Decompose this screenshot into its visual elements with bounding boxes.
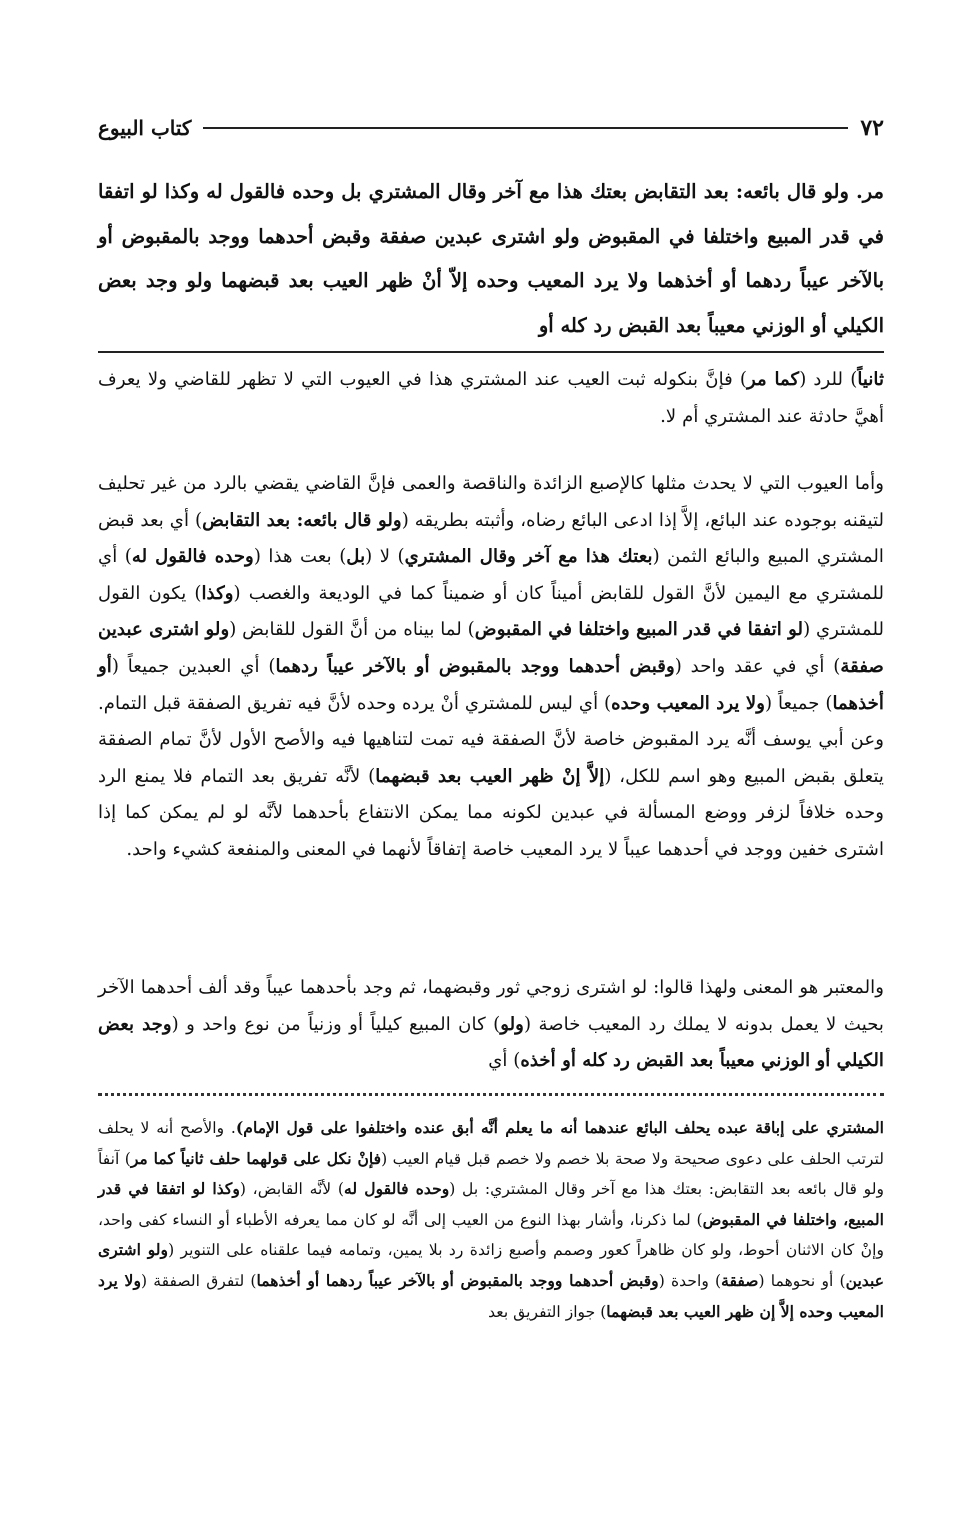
text-segment: ) لتفرق الصفقة ( [140, 1271, 257, 1290]
bold-quoted-segment: فإنْ نكل على قولهما حلف ثانياً كما مر [130, 1148, 382, 1168]
bold-quoted-segment: المشتري على إباقة عبده يحلف البائع عندهما أنه ما يعلم أنَّه أبق عنده واختلفوا على قول الإمام) [235, 1118, 885, 1137]
footnote-separator [98, 1093, 884, 1096]
text-segment: ) كان المبيع كيلياً أو وزنياً من نوع واحد و ( [171, 1013, 501, 1035]
text-segment: ) لأنَّه القابض، ( [239, 1180, 344, 1199]
text-segment: ) آنفاً ولو قال بائعه بعد التقابض: بعتك هذا مع آخر وقال المشتري: بل ( [98, 1149, 884, 1199]
bold-quoted-segment: ولا يرد المعيب وحده [611, 692, 765, 714]
commentary-paragraph-2 [98, 466, 884, 869]
commentary-paragraph-3 [98, 970, 884, 1080]
bold-quoted-segment: إلاَّ إنْ ظهر العيب بعد قبضهما [375, 765, 605, 787]
bold-quoted-segment: صفقة [721, 1270, 759, 1290]
bold-quoted-segment: وكذا لو اتفقا في قدر المبيع، واختلفا في المقبوض [98, 1179, 884, 1229]
commentary-paragraph-1 [98, 362, 884, 435]
text-segment: وأما العيوب التي لا يحدث مثلها كالإصبع الزائدة والناقصة والعمى فإنَّ القاضي يقضي بالرد من غير تحليف لتيقنه بوجوده عند البائع، إلاَّ إذا ادعى البائع رضاه، وأثبته بطريقه ( [98, 473, 885, 531]
text-segment: ) أي العبدين جميعاً ( [111, 655, 276, 677]
text-segment: ) لا ( [365, 546, 405, 568]
bold-quoted-segment: بعتك هذا مع آخر وقال المشتري [404, 546, 653, 568]
bold-quoted-segment: وكذا [201, 582, 234, 604]
gloss-text [98, 1113, 884, 1327]
main-text-separator [98, 351, 884, 353]
commentary-text-1 [98, 362, 884, 435]
text-segment: ) واحدة ( [658, 1271, 722, 1290]
text-segment: ) لما بيناه من أنَّ القول للقابض ( [229, 619, 475, 641]
bold-quoted-segment: لو اتفقا في قدر المبيع واختلفا في المقبوض [474, 619, 804, 641]
text-segment: ) جواز التفريق بعد [488, 1302, 607, 1321]
text-segment: . والأصح أنه لا يحلف لترتب الحلف على دعوى صحيحة ولا صحة بلا خصم ولا خصم قبل قيام العيب ( [98, 1119, 884, 1168]
text-segment: ) أي [488, 1050, 521, 1072]
text-segment: ) جميعاً ( [765, 692, 833, 714]
text-segment: ) أي للمشتري مع اليمين لأنَّ القول للقابض أميناً كان أو ضميناً كما في الوديعة والغصب ( [98, 546, 885, 604]
bold-quoted-segment: ثانياً [857, 369, 885, 390]
bold-quoted-segment: وقبض أحدهما ووجد بالمقبوض أو بالآخر عيباً ردهما [275, 655, 675, 677]
bold-quoted-segment: ولو قال بائعه: بعد التقابض [202, 509, 402, 531]
main-text-block: مر. ولو قال بائعه: بعد التقابض بعتك هذا مع آخر وقال المشتري بل وحده فالقول له وكذا لو اتفقا في قدر المبيع واختلفا في المقبوض ولو اشترى عبدين صفقة وقبض أحدهما ووجد بالمقبوض أو بالآخر عيباً ردهما أو أخذهما ولا يرد المعيب وحده إلاّ أنْ ظهر العيب بعد قبضهما ولو وجد بعض الكيلي أو الوزني معيباً بعد القبض رد كله أو [98, 180, 884, 337]
bold-quoted-segment: ولا يرد المعيب وحده إلاَّ إن ظهر العيب بعد قبضهما [98, 1270, 884, 1321]
bold-quoted-segment: وحده فالقول له [344, 1179, 450, 1199]
bold-quoted-segment: وجد بعض الكيلي أو الوزني معيباً بعد القبض رد كله أو أخذه [98, 1013, 884, 1072]
text-segment: والمعتبر هو المعنى ولهذا قالوا: لو اشترى زوجي ثور وقبضهما، ثم وجد بأحدهما عيباً وقد ألف أحدهما الآخر بحيث لا يعمل بدونه لا يملك رد المعيب خاصة ( [98, 977, 884, 1035]
text-segment: ) أو نحوهما ( [758, 1271, 846, 1290]
bold-quoted-segment: وقبض أحدهما ووجد بالمقبوض أو بالآخر عيباً ردهما أو أخذهما [256, 1270, 659, 1290]
text-segment: ) لأنَّه تفريق بعد التمام فلا يمنع الرد وحده خلافاً لزفر ووضع المسألة في عبدين لكونه مما يمكن الانتفاع بأحدهما لأنَّه لو لم يمكن كما إذا اشترى خفين ووجد في أحدهما عيباً لا يرد المعيب خاصة إتفاقاً لأنهما في المعنى والمنفعة كشيء واحد. [98, 765, 884, 860]
text-segment: ) أي بعد قبض المشتري المبيع والبائع الثمن ( [98, 509, 884, 568]
text-segment: ) أي ليس للمشتري أنْ يرده وحده لأنَّ فيه تفريق الصفقة قبل التمام. وعن أبي يوسف أنَّه يرد المقبوض خاصة لأنَّ الصفقة فيه تمت لتناهيها فيه والأصح الأول لأنَّ تمام الصفقة يتعلق بقبض المبيع وهو اسم للكل، ( [98, 692, 884, 787]
running-title: كتاب البيوع [98, 116, 192, 140]
commentary-text-2 [98, 466, 884, 869]
page-header [98, 108, 884, 148]
bold-quoted-segment: ولو اشترى عبدين صفقة [98, 619, 884, 677]
bold-quoted-segment: كما مر [747, 369, 800, 390]
bold-quoted-segment: وحده فالقول له [131, 546, 254, 568]
commentary-text-3 [98, 970, 884, 1080]
text-segment: ) بعت هذا ( [253, 546, 347, 568]
bold-quoted-segment: ولو اشترى عبدين [98, 1240, 884, 1290]
page-number: ٧٢ [860, 115, 884, 141]
bold-quoted-segment: ولو [500, 1013, 524, 1035]
text-segment: ) فإنَّ بنكوله ثبت العيب عند المشتري هذا في العيوب التي لا تظهر للقاضي ولا يعرف أهيَّ حادثة عند المشتري أم لا. [98, 369, 884, 427]
text-segment: ) لما ذكرنا، وأشار بهذا النوع من العيب إلى أنَّه لو كان مما يعرفه الأطباء أو النساء كفى واحد، وإنْ كان الاثنان أحوط، ولو كان ظاهراً كعور وصمم وأصبع زائدة رد بلا يمين، وتمامه فيما علقناه على التنوير ( [98, 1210, 884, 1260]
marginal-gloss-block [98, 1113, 884, 1327]
header-rule [203, 127, 848, 129]
text-segment: ) يكون القول للمشتري ( [98, 582, 885, 641]
bold-quoted-segment: بل [346, 546, 366, 568]
text-segment: ) أي في عقد واحد ( [674, 655, 841, 677]
text-segment: ) للرد ( [799, 369, 858, 390]
bold-quoted-segment: أو أخذهما [98, 655, 884, 714]
